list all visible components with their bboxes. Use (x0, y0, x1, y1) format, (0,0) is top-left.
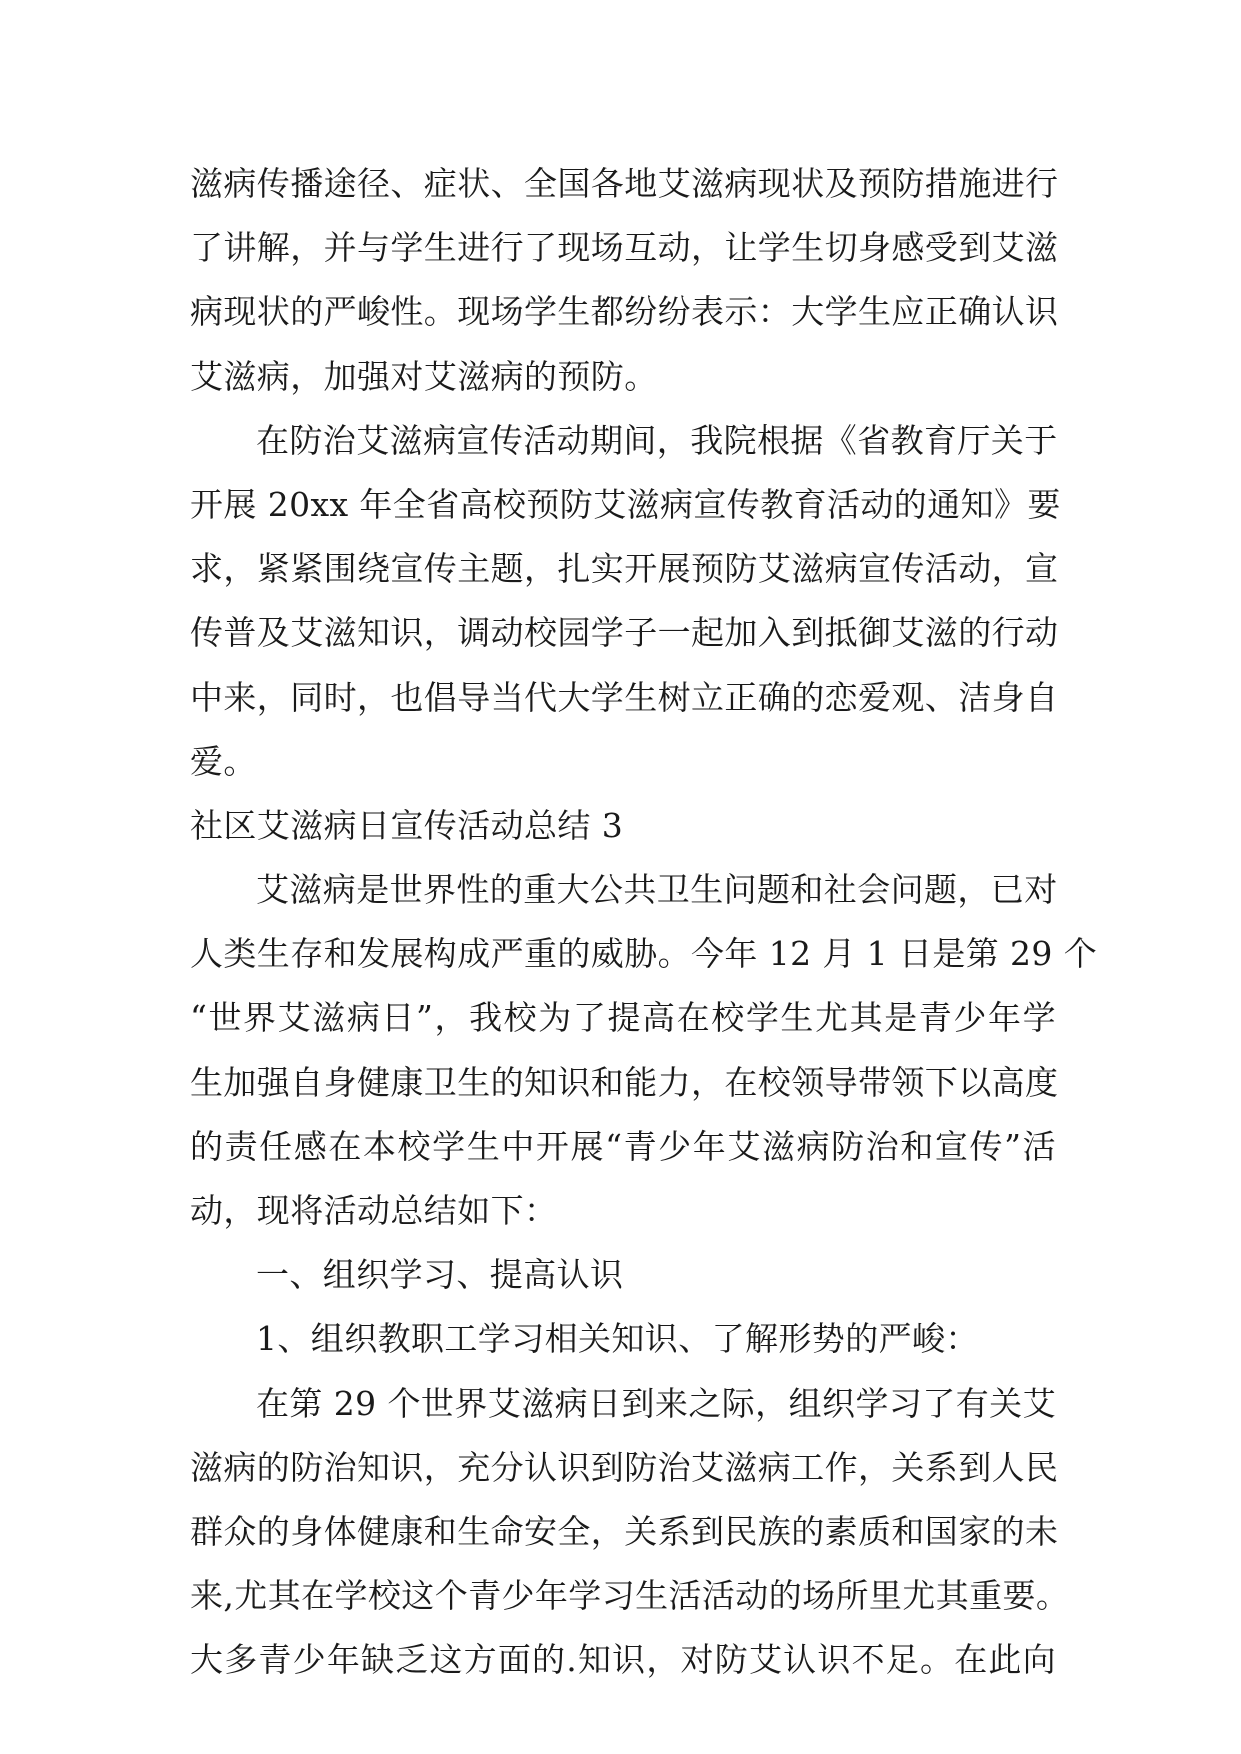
text-line: 动，现将活动总结如下： (190, 1191, 558, 1230)
text-line: 滋病传播途径、症状、全国各地艾滋病现状及预防措施进行 (190, 164, 1059, 203)
subheading: 1、组织教职工学习相关知识、了解形势的严峻： (256, 1319, 979, 1359)
text-line: 传普及艾滋知识，调动校园学子一起加入到抵御艾滋的行动 (190, 613, 1059, 653)
text-line: 群众的身体健康和生命安全，关系到民族的素质和国家的未 (190, 1511, 1059, 1551)
text-line: 大多青少年缺乏这方面的.知识，对防艾认识不足。在此向 (190, 1640, 1056, 1680)
text-line: 爱。 (190, 741, 257, 781)
text-line: 艾滋病，加强对艾滋病的预防。 (190, 356, 658, 396)
text-line: 生加强自身健康卫生的知识和能力，在校领导带领下以高度 (190, 1062, 1059, 1102)
text-line: 艾滋病是世界性的重大公共卫生问题和社会问题，已对 (256, 870, 1058, 910)
text-line: 中来，同时，也倡导当代大学生树立正确的恋爱观、洁身自 (190, 677, 1059, 717)
text-line: 了讲解，并与学生进行了现场互动，让学生切身感受到艾滋 (190, 228, 1059, 268)
text-line: “世界艾滋病日”，我校为了提高在校学生尤其是青少年学 (190, 998, 1056, 1038)
document-body (190, 152, 1098, 1693)
text-line: 病现状的严峻性。现场学生都纷纷表示：大学生应正确认识 (190, 292, 1059, 332)
text-line: 来,尤其在学校这个青少年学习生活活动的场所里尤其重要。 (190, 1576, 1070, 1616)
text-line: 的责任感在本校学生中开展“青少年艾滋病防治和宣传”活 (190, 1126, 1056, 1166)
text-line: 在防治艾滋病宣传活动期间，我院根据《省教育厅关于 (256, 420, 1058, 460)
section-heading: 社区艾滋病日宣传活动总结 3 (190, 805, 624, 845)
text-line: 在第 29 个世界艾滋病日到来之际，组织学习了有关艾 (256, 1383, 1056, 1423)
text-line: 开展 20xx 年全省高校预防艾滋病宣传教育活动的通知》要 (190, 484, 1061, 524)
text-line: 求，紧紧围绕宣传主题，扎实开展预防艾滋病宣传活动，宣 (190, 549, 1059, 589)
text-line: 人类生存和发展构成严重的威胁。今年 12 月 1 日是第 29 个 (190, 934, 1098, 974)
subheading: 一、组织学习、提高认识 (256, 1255, 624, 1295)
text-line: 滋病的防治知识，充分认识到防治艾滋病工作，关系到人民 (190, 1447, 1059, 1487)
